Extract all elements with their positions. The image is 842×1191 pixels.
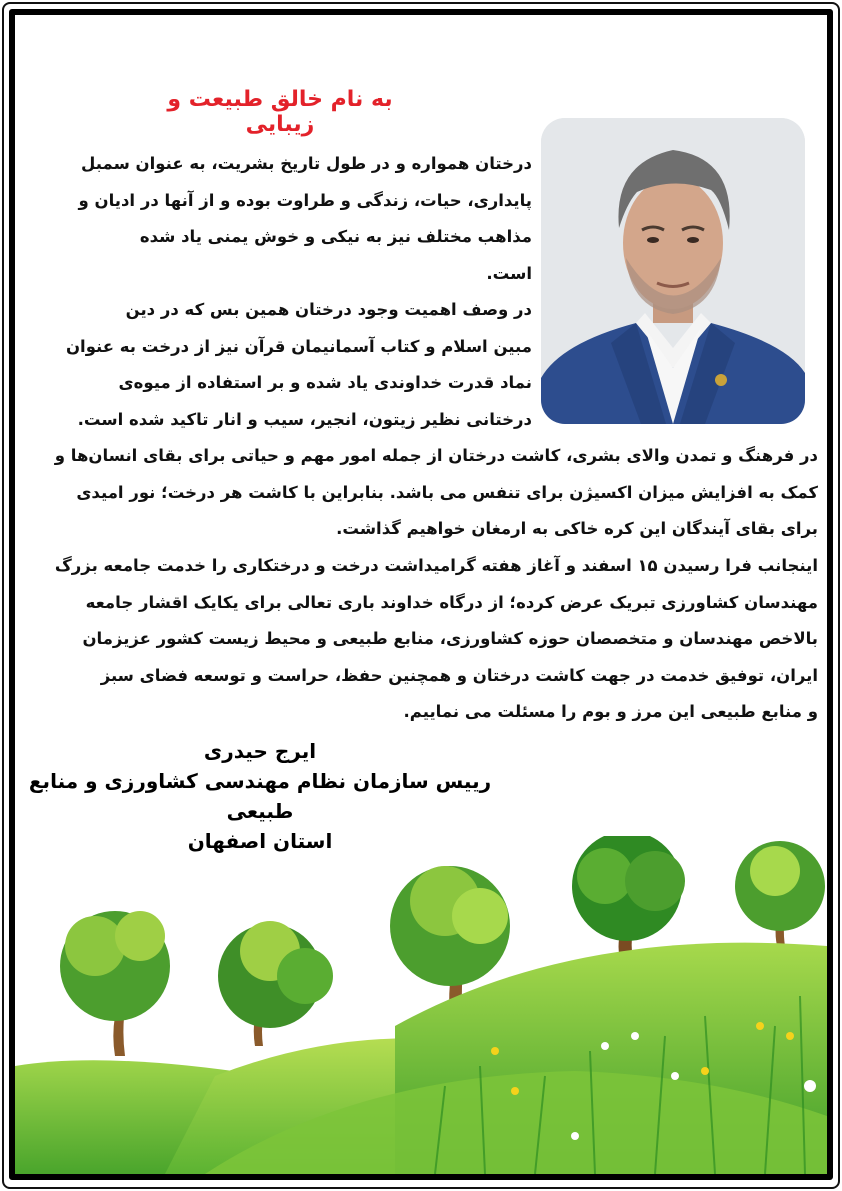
tree-icon xyxy=(218,921,333,1046)
paragraph-line: کمک به افزایش میزان اکسیژن برای تنفس می باشد. بنابراین با کاشت هر درخت؛ نور امیدی xyxy=(76,482,818,502)
paragraph-line: است. xyxy=(486,263,532,283)
paragraph-line: مذاهب مختلف نیز به نیکی و خوش یمنی یاد شده xyxy=(139,227,532,246)
signer-province: استان اصفهان xyxy=(187,829,333,853)
paragraph-line: مهندسان کشاورزی تبریک عرض کرده؛ از درگاه خداوند باری تعالی برای یکایک اقشار جامعه xyxy=(85,592,818,612)
paragraph-2 xyxy=(32,292,532,438)
landscape-illustration xyxy=(15,836,827,1174)
paragraph-line: درختانی نظیر زیتون، انجیر، سیب و انار تاکید شده است. xyxy=(77,409,532,429)
tree-icon xyxy=(735,841,825,946)
tree-icon xyxy=(60,911,170,1056)
paragraph-line: اینجانب فرا رسیدن ۱۵ اسفند و آغاز هفته گرامیداشت درخت و درختکاری را خدمت جامعه بزرگ xyxy=(54,556,818,575)
paragraph-line: درختان همواره و در طول تاریخ بشریت، به عنوان سمبل xyxy=(81,154,532,173)
paragraph-1 xyxy=(32,146,532,292)
paragraph-line: در وصف اهمیت وجود درختان همین بس که در دین xyxy=(125,300,532,319)
paragraph-line: مبین اسلام و کتاب آسمانیمان قرآن نیز از درخت به عنوان xyxy=(65,336,532,356)
paragraph-line: پایداری، حیات، زندگی و طراوت بوده و از آنها در ادیان و xyxy=(78,190,532,210)
paragraph-4 xyxy=(24,548,818,731)
lapel-pin xyxy=(715,374,727,386)
paragraph-line: و منابع طبیعی این مرز و بوم را مسئلت می نماییم. xyxy=(403,702,818,721)
paragraph-line: بالاخص مهندسان و متخصصان حوزه کشاورزی، منابع طبیعی و محیط زیست کشور عزیزمان xyxy=(82,629,818,648)
tree-icon xyxy=(572,836,685,961)
page-heading: به نام خالق طبیعت و زیبایی xyxy=(167,87,393,137)
paragraph-line: ایران، توفیق خدمت در جهت کاشت درختان و همچنین حفظ، حراست و توسعه فضای سبز xyxy=(100,665,818,685)
paragraph-line: برای بقای آیندگان این کره خاکی به ارمغان خواهیم گذاشت. xyxy=(336,519,818,538)
portrait-photo xyxy=(541,118,805,424)
signer-title: رییس سازمان نظام مهندسی کشاورزی و منابع طبیعی xyxy=(28,769,492,823)
paragraph-line: نماد قدرت خداوندی یاد شده و بر استفاده از میوه‌ی xyxy=(118,373,532,392)
paragraph-line: در فرهنگ و تمدن والای بشری، کاشت درختان از جمله امور مهم و حیاتی برای بقای انسان‌ها و xyxy=(54,446,818,465)
paragraph-3 xyxy=(24,438,818,548)
portrait-illustration xyxy=(541,118,805,424)
signer-name: ایرج حیدری xyxy=(203,739,317,763)
